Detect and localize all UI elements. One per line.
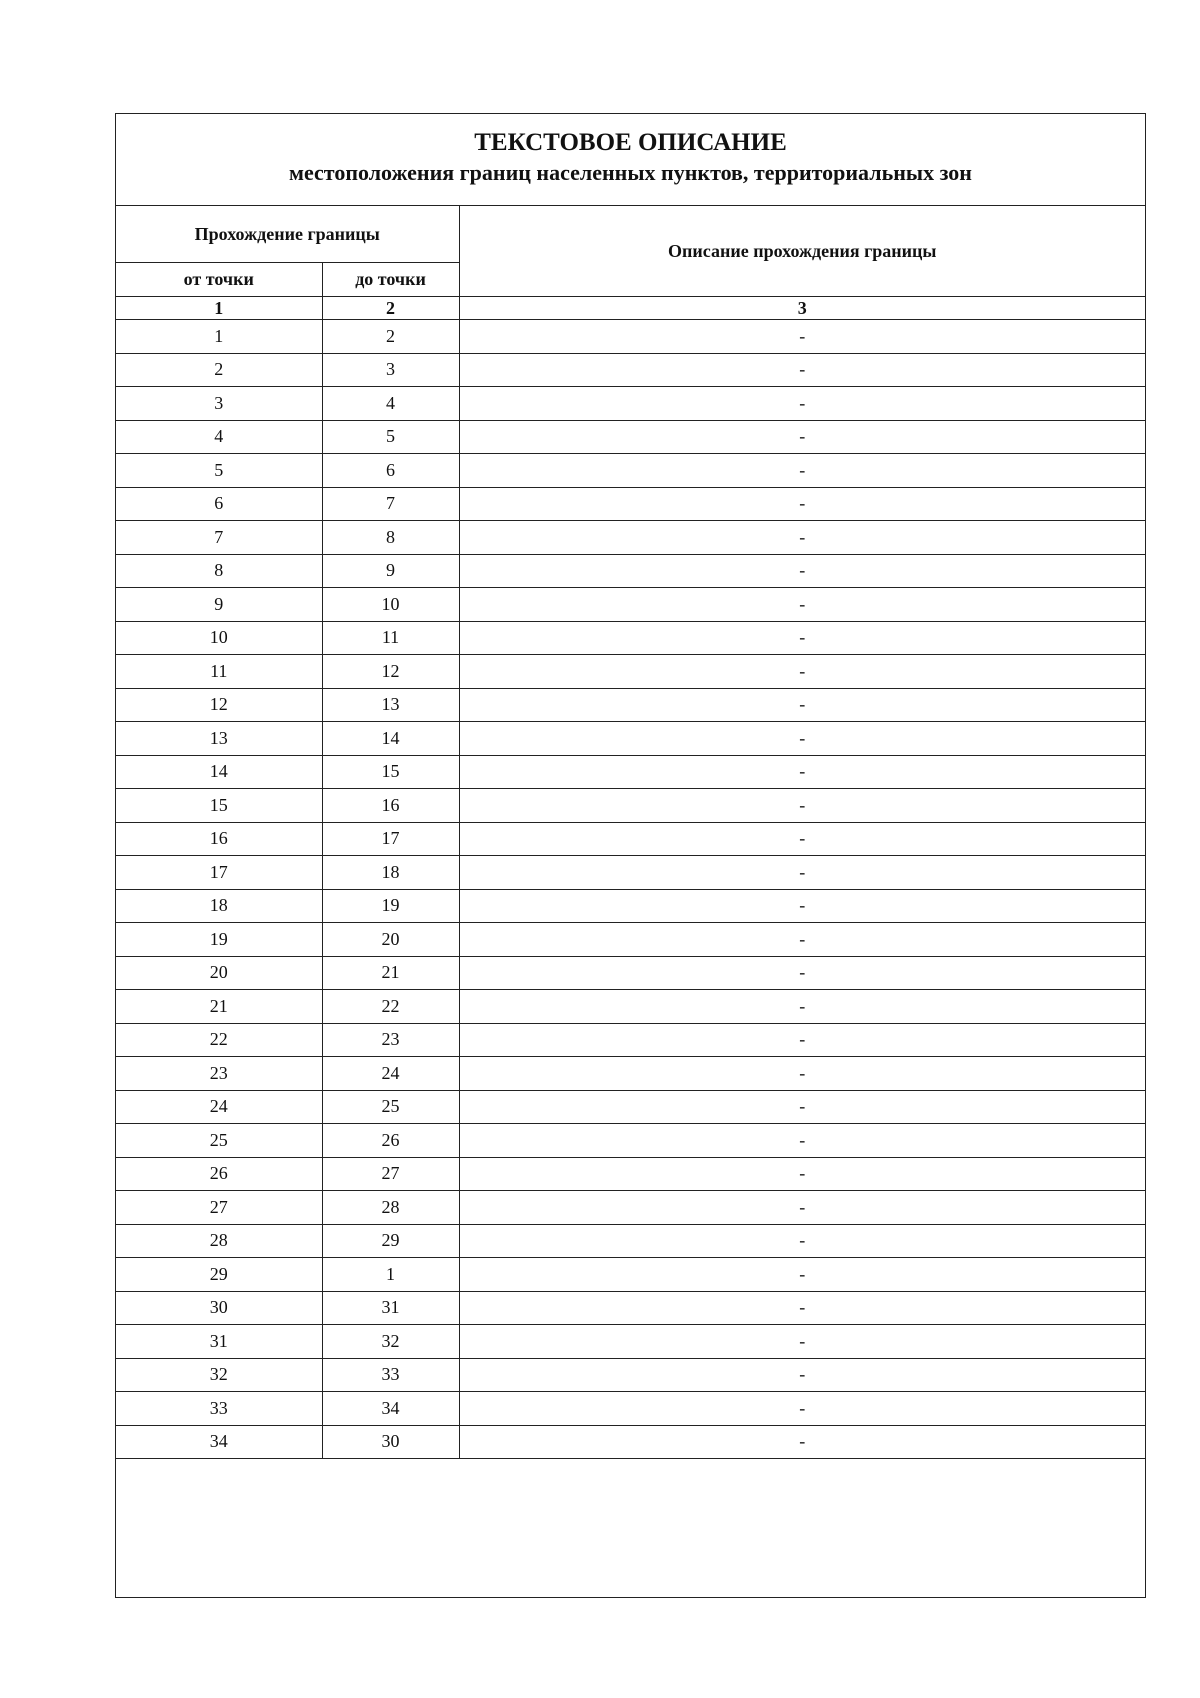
column-number-2: 2: [322, 297, 459, 320]
table-row: [116, 889, 1145, 923]
header-boundary-passage: Прохождение границы: [116, 206, 459, 263]
table-row: [116, 856, 1145, 890]
from-point-cell: 6: [116, 487, 322, 521]
table-row: [116, 1157, 1145, 1191]
to-point-cell: 27: [322, 1157, 459, 1191]
from-point-cell: 21: [116, 990, 322, 1024]
to-point-cell: 4: [322, 387, 459, 421]
table-row: [116, 1090, 1145, 1124]
from-point-cell: 8: [116, 554, 322, 588]
from-point-cell: 18: [116, 889, 322, 923]
table-row: [116, 1191, 1145, 1225]
to-point-cell: 20: [322, 923, 459, 957]
table-row: [116, 1291, 1145, 1325]
to-point-cell: 33: [322, 1358, 459, 1392]
document-subtitle: местоположения границ населенных пунктов, территориальных зон: [289, 160, 972, 185]
description-cell: -: [459, 353, 1145, 387]
description-cell: -: [459, 1157, 1145, 1191]
from-point-cell: 11: [116, 655, 322, 689]
from-point-cell: 31: [116, 1325, 322, 1359]
from-point-cell: 19: [116, 923, 322, 957]
from-point-cell: 23: [116, 1057, 322, 1091]
from-point-cell: 26: [116, 1157, 322, 1191]
table-body: [116, 320, 1145, 1459]
description-cell: -: [459, 320, 1145, 354]
table-row: [116, 588, 1145, 622]
description-cell: -: [459, 387, 1145, 421]
table-row: [116, 454, 1145, 488]
from-point-cell: 1: [116, 320, 322, 354]
from-point-cell: 28: [116, 1224, 322, 1258]
description-cell: -: [459, 1392, 1145, 1426]
to-point-cell: 15: [322, 755, 459, 789]
from-point-cell: 15: [116, 789, 322, 823]
from-point-cell: 5: [116, 454, 322, 488]
to-point-cell: 34: [322, 1392, 459, 1426]
description-cell: -: [459, 1291, 1145, 1325]
document-frame: [115, 113, 1146, 1598]
to-point-cell: 22: [322, 990, 459, 1024]
to-point-cell: 5: [322, 420, 459, 454]
description-cell: -: [459, 1358, 1145, 1392]
description-cell: -: [459, 1023, 1145, 1057]
to-point-cell: 14: [322, 722, 459, 756]
table-row: [116, 1358, 1145, 1392]
boundary-table: [116, 206, 1145, 1459]
description-cell: -: [459, 889, 1145, 923]
description-cell: -: [459, 1090, 1145, 1124]
table-row: [116, 521, 1145, 555]
table-row: [116, 420, 1145, 454]
table-row: [116, 789, 1145, 823]
description-cell: -: [459, 789, 1145, 823]
to-point-cell: 30: [322, 1425, 459, 1459]
to-point-cell: 9: [322, 554, 459, 588]
table-row: [116, 387, 1145, 421]
table-row: [116, 487, 1145, 521]
from-point-cell: 2: [116, 353, 322, 387]
from-point-cell: 9: [116, 588, 322, 622]
description-cell: -: [459, 621, 1145, 655]
description-cell: -: [459, 923, 1145, 957]
column-number-1: 1: [116, 297, 322, 320]
to-point-cell: 23: [322, 1023, 459, 1057]
from-point-cell: 22: [116, 1023, 322, 1057]
description-cell: -: [459, 1258, 1145, 1292]
description-cell: -: [459, 1224, 1145, 1258]
description-cell: -: [459, 521, 1145, 555]
from-point-cell: 29: [116, 1258, 322, 1292]
table-row: [116, 822, 1145, 856]
table-row: [116, 1392, 1145, 1426]
to-point-cell: 28: [322, 1191, 459, 1225]
from-point-cell: 14: [116, 755, 322, 789]
from-point-cell: 20: [116, 956, 322, 990]
table-row: [116, 722, 1145, 756]
to-point-cell: 19: [322, 889, 459, 923]
description-cell: -: [459, 688, 1145, 722]
from-point-cell: 25: [116, 1124, 322, 1158]
from-point-cell: 17: [116, 856, 322, 890]
from-point-cell: 24: [116, 1090, 322, 1124]
to-point-cell: 25: [322, 1090, 459, 1124]
to-point-cell: 26: [322, 1124, 459, 1158]
table-row: [116, 1258, 1145, 1292]
to-point-cell: 7: [322, 487, 459, 521]
table-row: [116, 956, 1145, 990]
from-point-cell: 33: [116, 1392, 322, 1426]
to-point-cell: 10: [322, 588, 459, 622]
to-point-cell: 31: [322, 1291, 459, 1325]
description-cell: -: [459, 487, 1145, 521]
table-row: [116, 755, 1145, 789]
to-point-cell: 32: [322, 1325, 459, 1359]
table-row: [116, 320, 1145, 354]
header-to-point: до точки: [322, 263, 459, 297]
from-point-cell: 10: [116, 621, 322, 655]
description-cell: -: [459, 588, 1145, 622]
description-cell: -: [459, 755, 1145, 789]
to-point-cell: 1: [322, 1258, 459, 1292]
description-cell: -: [459, 822, 1145, 856]
description-cell: -: [459, 722, 1145, 756]
document-title: ТЕКСТОВОЕ ОПИСАНИЕ: [474, 129, 787, 156]
description-cell: -: [459, 1057, 1145, 1091]
to-point-cell: 13: [322, 688, 459, 722]
table-row: [116, 923, 1145, 957]
title-block: [116, 114, 1145, 206]
from-point-cell: 12: [116, 688, 322, 722]
from-point-cell: 27: [116, 1191, 322, 1225]
from-point-cell: 30: [116, 1291, 322, 1325]
to-point-cell: 6: [322, 454, 459, 488]
table-row: [116, 1057, 1145, 1091]
to-point-cell: 21: [322, 956, 459, 990]
description-cell: -: [459, 1325, 1145, 1359]
table-row: [116, 1124, 1145, 1158]
from-point-cell: 16: [116, 822, 322, 856]
header-from-point: от точки: [116, 263, 322, 297]
to-point-cell: 24: [322, 1057, 459, 1091]
from-point-cell: 13: [116, 722, 322, 756]
to-point-cell: 17: [322, 822, 459, 856]
table-row: [116, 990, 1145, 1024]
from-point-cell: 7: [116, 521, 322, 555]
to-point-cell: 12: [322, 655, 459, 689]
from-point-cell: 34: [116, 1425, 322, 1459]
description-cell: -: [459, 856, 1145, 890]
column-number-3: 3: [459, 297, 1145, 320]
description-cell: -: [459, 956, 1145, 990]
table-row: [116, 1224, 1145, 1258]
to-point-cell: 8: [322, 521, 459, 555]
table-row: [116, 688, 1145, 722]
table-row: [116, 1023, 1145, 1057]
table-row: [116, 621, 1145, 655]
table-row: [116, 353, 1145, 387]
to-point-cell: 2: [322, 320, 459, 354]
table-row: [116, 1425, 1145, 1459]
from-point-cell: 4: [116, 420, 322, 454]
to-point-cell: 11: [322, 621, 459, 655]
description-cell: -: [459, 454, 1145, 488]
description-cell: -: [459, 420, 1145, 454]
to-point-cell: 3: [322, 353, 459, 387]
to-point-cell: 18: [322, 856, 459, 890]
description-cell: -: [459, 1124, 1145, 1158]
description-cell: -: [459, 554, 1145, 588]
description-cell: -: [459, 1191, 1145, 1225]
to-point-cell: 16: [322, 789, 459, 823]
description-cell: -: [459, 1425, 1145, 1459]
to-point-cell: 29: [322, 1224, 459, 1258]
from-point-cell: 3: [116, 387, 322, 421]
description-cell: -: [459, 990, 1145, 1024]
table-row: [116, 655, 1145, 689]
from-point-cell: 32: [116, 1358, 322, 1392]
header-description: Описание прохождения границы: [459, 206, 1145, 297]
table-row: [116, 1325, 1145, 1359]
table-row: [116, 554, 1145, 588]
description-cell: -: [459, 655, 1145, 689]
